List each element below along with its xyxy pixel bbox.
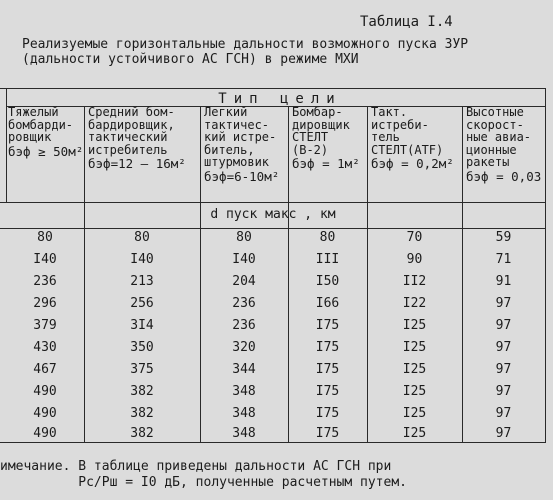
table-cell: 382 — [130, 406, 154, 421]
table-number: Таблица I.4 — [360, 14, 453, 30]
table-cell: 80 — [236, 230, 252, 245]
table-cell: I50 — [315, 274, 340, 289]
table-cell: 382 — [130, 426, 154, 441]
table-cell: I25 — [402, 362, 427, 377]
table-cell: I75 — [315, 340, 340, 355]
table-cell: I40 — [33, 252, 57, 267]
table-row — [0, 336, 546, 359]
column-name: Высотные скорост- ные авиа- ционные ракеты — [466, 105, 532, 169]
table-row — [0, 358, 546, 381]
table-cell: 236 — [232, 318, 256, 333]
table-cell: 348 — [232, 384, 256, 399]
column-head-1 — [8, 106, 84, 158]
table-cell: 379 — [33, 318, 57, 333]
column-rcs: бэф = 0,03 — [466, 168, 542, 184]
table-cell: 256 — [130, 296, 154, 311]
column-rcs: бэф = 1м² — [292, 156, 360, 171]
column-name: Средний бом- бардировщик, тактический истребитель — [88, 105, 175, 157]
table-cell: 70 — [406, 230, 423, 245]
target-type-header: Тип цели — [218, 91, 342, 107]
table-cell: 490 — [33, 384, 57, 399]
table-cell: I75 — [315, 362, 340, 377]
table-cell: 236 — [33, 274, 57, 289]
table-cell: 97 — [495, 406, 512, 421]
column-head-5 — [371, 106, 461, 171]
table-cell: 90 — [406, 252, 423, 267]
table-cell: 348 — [232, 426, 256, 441]
table-cell: I25 — [402, 384, 427, 399]
table-cell: 490 — [33, 426, 57, 441]
column-rcs: бэф ≥ 50м² — [8, 143, 84, 159]
table-cell: 97 — [495, 426, 512, 441]
table-cell: 97 — [495, 340, 512, 355]
table-cell: I40 — [232, 252, 256, 267]
table-cell: 204 — [232, 274, 256, 289]
table-cell: 375 — [130, 362, 154, 377]
footnote: имечание. В таблице приведены дальности АС ГСН при Рс/Рш = I0 дБ, полученные расчетным путем. — [0, 459, 407, 490]
column-head-6 — [466, 106, 546, 183]
column-head-4 — [292, 106, 366, 171]
table-cell: 80 — [37, 230, 53, 245]
table-cell: I75 — [315, 384, 340, 399]
table-cell: III — [315, 252, 340, 267]
table-cell: II2 — [402, 274, 427, 289]
table-cell: I75 — [315, 426, 340, 441]
table-row — [0, 380, 546, 403]
column-rcs: бэф = 0,2м² — [371, 156, 454, 171]
table-cell: 71 — [495, 252, 512, 267]
column-name: Тяжелый бомбарди- ровщик — [8, 105, 74, 144]
table-cell: 3I4 — [130, 318, 154, 333]
table-cell: 97 — [495, 318, 512, 333]
rule-left — [6, 88, 7, 202]
table-row — [0, 314, 546, 337]
column-name: Легкий тактичес- кий истре- битель, штурмовик — [204, 105, 277, 169]
table-row — [0, 270, 546, 293]
table-cell: I25 — [402, 426, 427, 441]
table-cell: 80 — [134, 230, 150, 245]
column-head-2 — [88, 106, 198, 171]
column-name: Бомбар- дировщик СТЕЛТ (В-2) — [292, 105, 350, 157]
table-cell: 80 — [319, 230, 336, 245]
table-cell: 59 — [495, 230, 512, 245]
table-row — [0, 292, 546, 315]
column-rcs: бэф=12 – 16м² — [88, 156, 186, 171]
table-cell: I22 — [402, 296, 427, 311]
table-cell: I25 — [402, 340, 427, 355]
table-cell: 91 — [495, 274, 512, 289]
table-cell: 97 — [495, 296, 512, 311]
rule-top — [0, 88, 546, 89]
column-head-3 — [204, 106, 286, 183]
table-cell: 97 — [495, 362, 512, 377]
table-cell: 296 — [33, 296, 57, 311]
table-cell: I25 — [402, 318, 427, 333]
table-row — [0, 422, 546, 445]
table-cell: I40 — [130, 252, 154, 267]
table-row — [0, 226, 546, 249]
table-cell: I25 — [402, 406, 427, 421]
table-cell: 320 — [232, 340, 256, 355]
table-cell: 213 — [130, 274, 154, 289]
table-cell: 97 — [495, 384, 512, 399]
column-name: Такт. истреби- тель СТЕЛТ(АТF) — [371, 105, 444, 157]
table-cell: 467 — [33, 362, 57, 377]
table-cell: 490 — [33, 406, 57, 421]
table-cell: 348 — [232, 406, 256, 421]
table-cell: 344 — [232, 362, 256, 377]
table-row — [0, 248, 546, 271]
table-cell: I75 — [315, 406, 340, 421]
table-caption: Реализуемые горизонтальные дальности возможного пуска ЗУР (дальности устойчивого АС ГСН) в режиме МХИ — [22, 37, 469, 67]
column-rcs: бэф=6-10м² — [204, 168, 280, 184]
table-cell: I66 — [315, 296, 340, 311]
table-cell: I75 — [315, 318, 340, 333]
table-cell: 350 — [130, 340, 154, 355]
range-header: d пуск макс , км — [210, 207, 336, 222]
table-cell: 236 — [232, 296, 256, 311]
rule-column-heads — [0, 202, 546, 203]
table-cell: 382 — [130, 384, 154, 399]
table-cell: 430 — [33, 340, 57, 355]
